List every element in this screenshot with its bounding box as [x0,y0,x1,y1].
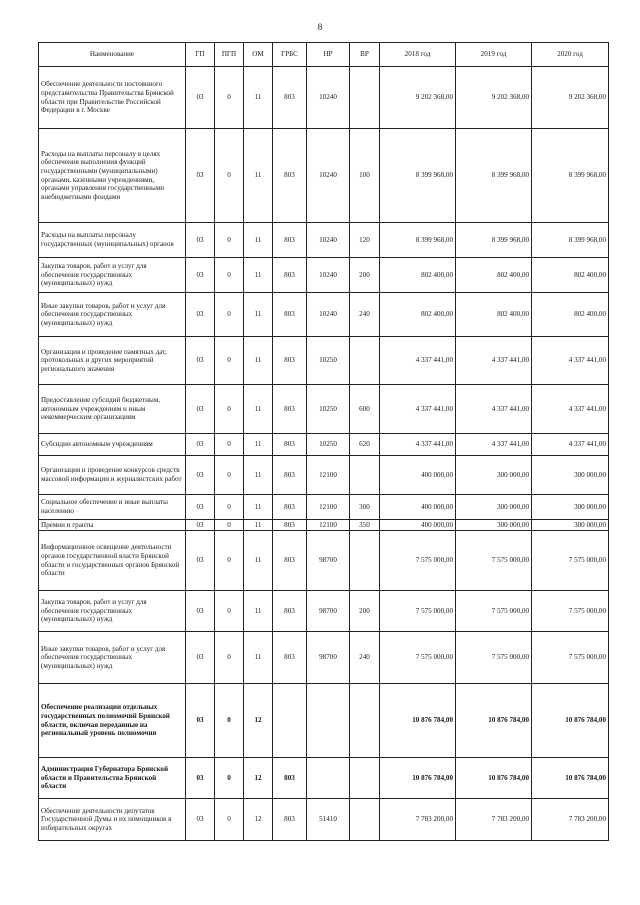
cell-gp: 03 [186,632,215,684]
cell-nr: 98700 [307,632,350,684]
cell-y2018: 7 783 200,00 [380,799,456,841]
cell-vr: 350 [350,520,380,531]
cell-gp: 03 [186,456,215,495]
cell-y2020: 8 399 968,00 [532,223,609,258]
header-pgp: ПГП [215,43,244,67]
cell-pgp: 0 [215,456,244,495]
table-row [39,591,609,632]
cell-y2018: 8 399 968,00 [380,223,456,258]
header-name: Наименование [39,43,186,67]
table-row [39,799,609,841]
cell-grbs: 803 [273,456,307,495]
table-row [39,337,609,385]
cell-grbs: 803 [273,591,307,632]
cell-y2018: 4 337 441,00 [380,337,456,385]
cell-pgp: 0 [215,385,244,434]
cell-nr: 10250 [307,434,350,456]
cell-nr: 10240 [307,129,350,223]
table-row [39,223,609,258]
cell-name: Закупка товаров, работ и услуг для обеспечения государственных (муниципальных) нужд [39,258,186,293]
table-row [39,293,609,337]
cell-y2019: 7 575 000,00 [456,531,532,591]
cell-grbs: 803 [273,67,307,129]
header-2019: 2019 год [456,43,532,67]
cell-grbs [273,684,307,758]
cell-gp: 03 [186,520,215,531]
cell-gp: 03 [186,434,215,456]
cell-pgp: 0 [215,258,244,293]
table-row [39,67,609,129]
cell-gp: 03 [186,591,215,632]
cell-vr: 620 [350,434,380,456]
cell-name: Обеспечение деятельности депутатов Государственной Думы и их помощников в избирательных округах [39,799,186,841]
table-row [39,385,609,434]
cell-pgp: 0 [215,531,244,591]
cell-om: 11 [244,591,273,632]
cell-y2020: 300 000,00 [532,495,609,520]
cell-pgp: 0 [215,591,244,632]
cell-nr: 10240 [307,223,350,258]
cell-pgp: 0 [215,758,244,799]
cell-pgp: 0 [215,337,244,385]
cell-pgp: 0 [215,434,244,456]
cell-vr: 240 [350,632,380,684]
cell-om: 11 [244,337,273,385]
table-row [39,684,609,758]
header-row [39,43,609,67]
cell-name: Расходы на выплаты персоналу государственных (муниципальных) органов [39,223,186,258]
cell-y2019: 300 000,00 [456,520,532,531]
table-row [39,495,609,520]
cell-y2020: 300 000,00 [532,456,609,495]
cell-pgp: 0 [215,129,244,223]
cell-pgp: 0 [215,223,244,258]
cell-pgp: 0 [215,520,244,531]
cell-y2018: 8 399 968,00 [380,129,456,223]
cell-nr: 12100 [307,456,350,495]
cell-name: Иные закупки товаров, работ и услуг для обеспечения государственных (муниципальных) нужд [39,632,186,684]
header-gp: ГП [186,43,215,67]
header-om: ОМ [244,43,273,67]
cell-vr: 600 [350,385,380,434]
cell-gp: 03 [186,684,215,758]
cell-vr [350,67,380,129]
cell-nr: 10240 [307,293,350,337]
header-nr: НР [307,43,350,67]
cell-vr: 100 [350,129,380,223]
cell-y2019: 8 399 968,00 [456,223,532,258]
cell-vr [350,531,380,591]
cell-vr: 200 [350,258,380,293]
cell-nr [307,758,350,799]
cell-y2019: 8 399 968,00 [456,129,532,223]
cell-y2018: 4 337 441,00 [380,434,456,456]
table-row [39,456,609,495]
header-vr: ВР [350,43,380,67]
cell-y2020: 7 575 000,00 [532,591,609,632]
cell-name: Расходы на выплаты персоналу в целях обеспечения выполнения функций государственными (муниципальными) органами, казенными учреждениями, органами управления государственными внебюджетными фондами [39,129,186,223]
cell-grbs: 803 [273,337,307,385]
cell-name: Премии и гранты [39,520,186,531]
cell-name: Закупка товаров, работ и услуг для обеспечения государственных (муниципальных) нужд [39,591,186,632]
cell-y2020: 8 399 968,00 [532,129,609,223]
cell-om: 11 [244,520,273,531]
cell-vr: 300 [350,495,380,520]
cell-name: Информационное освещение деятельности органов государственной власти Брянской области и государственных органов Брянской области [39,531,186,591]
cell-nr: 12100 [307,520,350,531]
table-row [39,258,609,293]
cell-nr: 10240 [307,258,350,293]
cell-name: Организация и проведение конкурсов средств массовой информации и журналистских работ [39,456,186,495]
cell-y2018: 802 400,00 [380,293,456,337]
cell-gp: 03 [186,385,215,434]
cell-y2018: 400 000,00 [380,495,456,520]
cell-y2019: 4 337 441,00 [456,337,532,385]
cell-om: 12 [244,758,273,799]
cell-grbs: 803 [273,799,307,841]
cell-nr: 10250 [307,337,350,385]
header-2018: 2018 год [380,43,456,67]
cell-om: 11 [244,223,273,258]
cell-gp: 03 [186,67,215,129]
cell-vr: 240 [350,293,380,337]
cell-y2019: 7 783 200,00 [456,799,532,841]
cell-pgp: 0 [215,632,244,684]
cell-grbs: 803 [273,293,307,337]
cell-pgp: 0 [215,293,244,337]
cell-y2020: 7 575 000,00 [532,632,609,684]
cell-pgp: 0 [215,799,244,841]
table-row [39,758,609,799]
cell-y2019: 10 876 784,00 [456,684,532,758]
cell-nr: 12100 [307,495,350,520]
cell-y2018: 400 000,00 [380,456,456,495]
table-row [39,129,609,223]
cell-y2018: 7 575 000,00 [380,591,456,632]
cell-y2020: 4 337 441,00 [532,337,609,385]
cell-y2019: 9 202 368,00 [456,67,532,129]
cell-grbs: 803 [273,520,307,531]
cell-y2020: 7 783 200,00 [532,799,609,841]
cell-grbs: 803 [273,223,307,258]
cell-om: 11 [244,495,273,520]
cell-y2020: 10 876 784,00 [532,684,609,758]
cell-y2020: 10 876 784,00 [532,758,609,799]
table-row [39,434,609,456]
header-2020: 2020 год [532,43,609,67]
cell-y2020: 300 000,00 [532,520,609,531]
cell-name: Субсидии автономным учреждениям [39,434,186,456]
cell-gp: 03 [186,531,215,591]
cell-nr: 10250 [307,385,350,434]
cell-y2018: 4 337 441,00 [380,385,456,434]
cell-vr [350,684,380,758]
header-grbs: ГРБС [273,43,307,67]
cell-vr: 120 [350,223,380,258]
cell-y2019: 300 000,00 [456,456,532,495]
cell-om: 12 [244,684,273,758]
cell-y2019: 802 400,00 [456,258,532,293]
cell-pgp: 0 [215,67,244,129]
table-body [39,67,609,841]
cell-vr: 200 [350,591,380,632]
cell-y2018: 802 400,00 [380,258,456,293]
cell-gp: 03 [186,495,215,520]
cell-pgp: 0 [215,684,244,758]
cell-nr: 51410 [307,799,350,841]
cell-gp: 03 [186,293,215,337]
cell-y2019: 300 000,00 [456,495,532,520]
cell-name: Организация и проведение памятных дат, протокольных и других мероприятий регионального значения [39,337,186,385]
cell-name: Обеспечение деятельности постоянного представительства Правительства Брянской области при Правительстве Российской Федерации в г. Москве [39,67,186,129]
cell-gp: 03 [186,258,215,293]
cell-grbs: 803 [273,495,307,520]
cell-nr: 10240 [307,67,350,129]
cell-y2020: 9 202 368,00 [532,67,609,129]
cell-gp: 03 [186,129,215,223]
cell-grbs: 803 [273,129,307,223]
cell-gp: 03 [186,758,215,799]
cell-gp: 03 [186,223,215,258]
cell-y2020: 802 400,00 [532,258,609,293]
cell-grbs: 803 [273,258,307,293]
cell-y2020: 802 400,00 [532,293,609,337]
cell-nr: 98700 [307,531,350,591]
cell-y2019: 10 876 784,00 [456,758,532,799]
table-row [39,632,609,684]
cell-y2020: 4 337 441,00 [532,385,609,434]
cell-vr [350,337,380,385]
cell-om: 11 [244,293,273,337]
cell-name: Социальное обеспечение и иные выплаты населению [39,495,186,520]
cell-grbs: 803 [273,434,307,456]
table-row [39,520,609,531]
cell-gp: 03 [186,799,215,841]
cell-y2019: 802 400,00 [456,293,532,337]
cell-vr [350,456,380,495]
cell-om: 11 [244,531,273,591]
cell-vr [350,758,380,799]
cell-pgp: 0 [215,495,244,520]
cell-y2019: 7 575 000,00 [456,632,532,684]
cell-y2020: 4 337 441,00 [532,434,609,456]
cell-grbs: 803 [273,758,307,799]
cell-grbs: 803 [273,632,307,684]
budget-table [38,42,609,841]
table-row [39,531,609,591]
cell-y2019: 4 337 441,00 [456,385,532,434]
cell-grbs: 803 [273,385,307,434]
cell-name: Обеспечение реализации отдельных государственных полномочий Брянской области, включая переданные на региональный уровень полномочия [39,684,186,758]
cell-y2019: 4 337 441,00 [456,434,532,456]
cell-nr [307,684,350,758]
cell-vr [350,799,380,841]
cell-gp: 03 [186,337,215,385]
cell-om: 11 [244,632,273,684]
cell-om: 11 [244,456,273,495]
cell-om: 11 [244,129,273,223]
cell-y2018: 7 575 000,00 [380,632,456,684]
cell-y2018: 7 575 000,00 [380,531,456,591]
cell-y2019: 7 575 000,00 [456,591,532,632]
cell-y2018: 10 876 784,00 [380,684,456,758]
cell-nr: 98700 [307,591,350,632]
cell-grbs: 803 [273,531,307,591]
cell-name: Предоставление субсидий бюджетным, автономным учреждениям и иным некоммерческим организациям [39,385,186,434]
cell-y2020: 7 575 000,00 [532,531,609,591]
cell-om: 11 [244,258,273,293]
cell-om: 11 [244,385,273,434]
cell-y2018: 400 000,00 [380,520,456,531]
cell-y2018: 9 202 368,00 [380,67,456,129]
page-number: 8 [317,22,323,32]
cell-name: Иные закупки товаров, работ и услуг для обеспечения государственных (муниципальных) нужд [39,293,186,337]
cell-om: 12 [244,799,273,841]
cell-om: 11 [244,67,273,129]
cell-name: Администрация Губернатора Брянской области и Правительства Брянской области [39,758,186,799]
cell-om: 11 [244,434,273,456]
cell-y2018: 10 876 784,00 [380,758,456,799]
